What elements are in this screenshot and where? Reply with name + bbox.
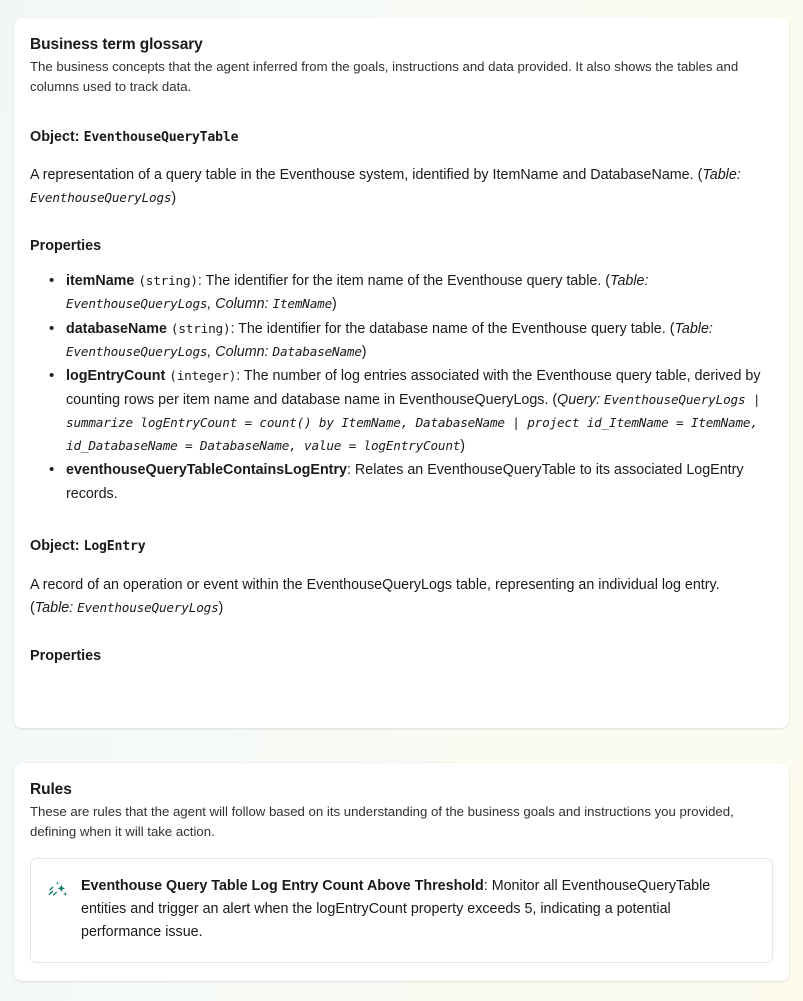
object-description-close: ) <box>171 190 177 207</box>
property-name: eventhouseQueryTableContainsLogEntry <box>66 462 347 479</box>
property-ref-label2: , Column: <box>207 296 273 313</box>
property-ref-close: ) <box>332 296 337 313</box>
properties-heading: Properties <box>30 647 102 664</box>
list-item <box>66 459 766 506</box>
business-term-glossary-card <box>14 18 789 728</box>
object-table-label: Table: <box>702 167 741 184</box>
property-ref-query: EventhouseQueryLogs | summarize logEntryCount = count() by ItemName, DatabaseName | project id_ItemName = ItemName, id_DatabaseName = DatabaseName, value = logEntryCount <box>66 391 761 454</box>
rules-title: Rules <box>30 781 72 798</box>
property-ref-close: ) <box>460 438 466 455</box>
property-ref-label2: , Column: <box>207 343 273 360</box>
list-item <box>66 318 766 365</box>
property-name: logEntryCount <box>66 368 166 385</box>
rule-body: : Monitor all EventhouseQueryTable entities and trigger an alert when the logEntryCount property exceeds 5, indicating a potential performance issue. <box>81 877 711 941</box>
property-ref-column: DatabaseName <box>272 343 362 359</box>
object-name: EventhouseQueryTable <box>83 129 239 145</box>
property-ref-table: EventhouseQueryLogs <box>66 296 208 312</box>
property-type: (string) <box>170 320 231 336</box>
list-item <box>66 270 766 317</box>
property-text: : The number of log entries associated with the Eventhouse query table, derived by counting rows per item name and database name in EventhouseQueryLogs. ( <box>66 368 761 408</box>
object-table-name: EventhouseQueryLogs <box>77 599 219 615</box>
object-heading-eventhousequerytable <box>30 127 771 149</box>
property-ref-label: Table: <box>610 273 649 290</box>
object-table-name: EventhouseQueryLogs <box>30 190 172 206</box>
object-description-close: ) <box>218 599 224 616</box>
property-ref-close: ) <box>361 343 367 360</box>
property-text: : The identifier for the database name of the Eventhouse query table. ( <box>230 320 675 337</box>
property-type: (integer) <box>169 368 237 384</box>
sparkle-icon <box>47 878 69 900</box>
object-description-text: A representation of a query table in the Eventhouse system, identified by ItemName and DatabaseName. ( <box>30 167 703 184</box>
rule-name: Eventhouse Query Table Log Entry Count Above Threshold <box>81 877 484 894</box>
object-heading-logentry <box>30 536 771 558</box>
rule-item[interactable] <box>30 858 773 964</box>
object-label: Object: <box>30 538 80 555</box>
properties-heading: Properties <box>30 238 102 255</box>
rule-text <box>81 875 753 945</box>
object-description-logentry <box>30 574 746 620</box>
object-label: Object: <box>30 128 80 145</box>
glossary-description: The business concepts that the agent inferred from the goals, instructions and data provided. It also shows the tables and columns used to track data. <box>30 59 739 94</box>
property-name: databaseName <box>66 320 167 337</box>
property-ref-column: ItemName <box>272 296 333 312</box>
rules-description: These are rules that the agent will follow based on its understanding of the business goals and instructions you provided, defining when it will take action. <box>30 804 734 839</box>
property-ref-label: Query: <box>557 391 605 408</box>
list-item <box>66 365 766 458</box>
rules-card <box>14 763 789 981</box>
object-table-label: Table: <box>34 599 78 616</box>
property-ref-label: Table: <box>674 320 713 337</box>
glossary-title: Business term glossary <box>30 36 203 53</box>
property-ref-table: EventhouseQueryLogs <box>66 343 208 359</box>
object-description-eventhousequerytable <box>30 164 746 210</box>
property-name: itemName <box>66 273 135 290</box>
object-description-text: A record of an operation or event within the EventhouseQueryLogs table, representing an individual log entry. ( <box>30 576 720 616</box>
object-name: LogEntry <box>83 539 146 555</box>
property-type: (string) <box>138 273 198 289</box>
properties-list <box>30 270 771 506</box>
property-text: : The identifier for the item name of the Eventhouse query table. ( <box>197 273 611 290</box>
property-text: : Relates an EventhouseQueryTable to its associated LogEntry records. <box>66 462 744 502</box>
